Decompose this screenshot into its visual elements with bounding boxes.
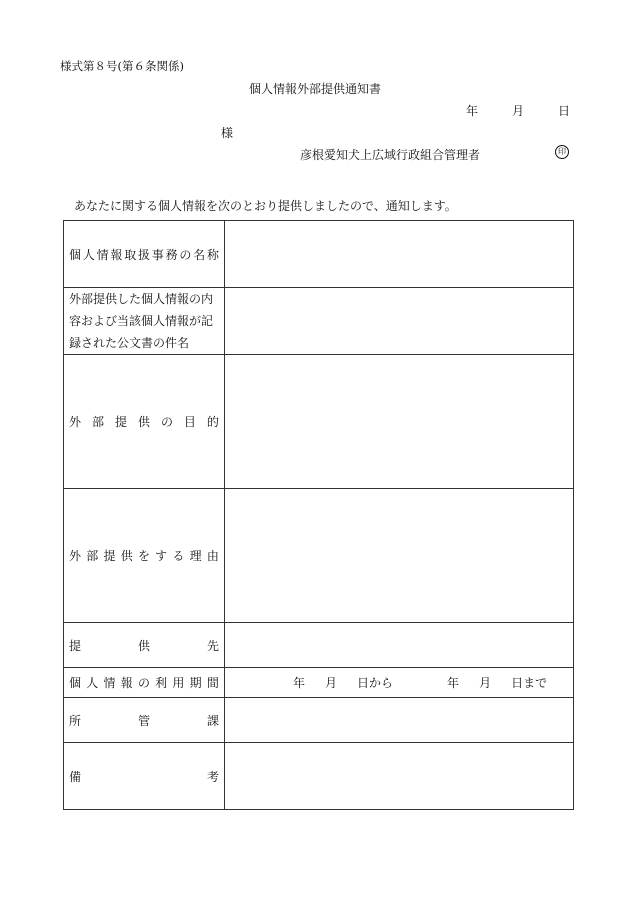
field-content[interactable] bbox=[225, 288, 574, 355]
label-char: 外 bbox=[69, 415, 82, 429]
label-char: 扱 bbox=[137, 247, 150, 262]
label-char: 務 bbox=[165, 247, 178, 262]
label-char: の bbox=[160, 415, 173, 429]
row-record-name bbox=[64, 221, 574, 288]
period-from-year: 年 bbox=[293, 676, 306, 690]
label-remarks bbox=[64, 743, 225, 810]
period-fields bbox=[231, 674, 567, 691]
label-char: 備 bbox=[69, 769, 82, 784]
label-content bbox=[64, 288, 225, 355]
label-char: 目 bbox=[183, 415, 196, 429]
row-reason bbox=[64, 489, 574, 623]
row-purpose bbox=[64, 355, 574, 489]
row-remarks bbox=[64, 743, 574, 810]
label-char: 由 bbox=[206, 549, 219, 563]
date-month-label: 月 bbox=[512, 104, 525, 118]
label-char: 人 bbox=[86, 676, 99, 690]
period-from-month: 月 bbox=[325, 676, 338, 690]
date-day-label: 日 bbox=[558, 104, 571, 118]
label-char: 管 bbox=[137, 713, 150, 728]
label-char: 事 bbox=[151, 247, 164, 262]
label-char: 提 bbox=[103, 549, 116, 563]
label-char: 的 bbox=[206, 415, 219, 429]
field-remarks[interactable] bbox=[225, 743, 574, 810]
label-char: 間 bbox=[206, 676, 219, 690]
label-char: 課 bbox=[206, 713, 219, 728]
label-char: の bbox=[179, 247, 192, 262]
label-char: 供 bbox=[120, 549, 133, 563]
label-char: 報 bbox=[120, 676, 133, 690]
label-char: を bbox=[137, 549, 150, 563]
issuer-name: 彦根愛知犬上広域行政組合管理者 bbox=[300, 148, 481, 162]
label-char: の bbox=[137, 676, 150, 690]
label-char: 個 bbox=[69, 247, 82, 262]
row-content bbox=[64, 288, 574, 355]
field-department[interactable] bbox=[225, 698, 574, 743]
label-period bbox=[64, 668, 225, 698]
label-department bbox=[64, 698, 225, 743]
label-char: 称 bbox=[206, 247, 219, 262]
label-char: 用 bbox=[172, 676, 185, 690]
label-char: 個 bbox=[69, 676, 82, 690]
label-char: 名 bbox=[193, 247, 206, 262]
intro-text: あなたに関する個人情報を次のとおり提供しましたので、通知します。 bbox=[74, 199, 457, 213]
label-char: 部 bbox=[86, 549, 99, 563]
period-to-year: 年 bbox=[447, 676, 460, 690]
label-char: 提 bbox=[69, 638, 82, 653]
label-char: 外 bbox=[69, 549, 82, 563]
label-char: 供 bbox=[137, 638, 150, 653]
label-char: す bbox=[155, 549, 168, 563]
label-char: 情 bbox=[96, 247, 109, 262]
label-char: 人 bbox=[82, 247, 95, 262]
field-recipient-party[interactable] bbox=[225, 623, 574, 668]
row-department bbox=[64, 698, 574, 743]
label-char: 部 bbox=[91, 415, 104, 429]
label-char: 情 bbox=[103, 676, 116, 690]
label-record-name bbox=[64, 221, 225, 288]
label-char: 利 bbox=[155, 676, 168, 690]
label-purpose bbox=[64, 355, 225, 489]
period-to-day: 日まで bbox=[511, 676, 548, 690]
row-recipient-party bbox=[64, 623, 574, 668]
period-from-day: 日から bbox=[357, 676, 394, 690]
notification-form-table bbox=[63, 220, 574, 810]
field-reason[interactable] bbox=[225, 489, 574, 623]
seal-mark-icon: 印 bbox=[555, 145, 569, 159]
label-char: 報 bbox=[110, 247, 123, 262]
row-period bbox=[64, 668, 574, 698]
form-number: 様式第８号(第６条関係) bbox=[60, 59, 184, 73]
label-char: 供 bbox=[137, 415, 150, 429]
field-record-name[interactable] bbox=[225, 221, 574, 288]
field-purpose[interactable] bbox=[225, 355, 574, 489]
label-char: 考 bbox=[206, 769, 219, 784]
label-char: 先 bbox=[206, 638, 219, 653]
label-char: 取 bbox=[124, 247, 137, 262]
date-year-label: 年 bbox=[466, 104, 479, 118]
label-reason bbox=[64, 489, 225, 623]
label-char: 理 bbox=[189, 549, 202, 563]
document-title: 個人情報外部提供通知書 bbox=[248, 82, 381, 96]
period-to-month: 月 bbox=[479, 676, 492, 690]
recipient-suffix: 様 bbox=[221, 126, 234, 140]
field-period[interactable] bbox=[225, 668, 574, 698]
label-char: 提 bbox=[114, 415, 127, 429]
label-recipient-party bbox=[64, 623, 225, 668]
label-char: る bbox=[172, 549, 185, 563]
label-char: 所 bbox=[69, 713, 82, 728]
label-char: 期 bbox=[189, 676, 202, 690]
label-content-lines: 外部提供した個人情報の内 容および当該個人情報が記 録された公文書の件名 bbox=[69, 292, 214, 350]
